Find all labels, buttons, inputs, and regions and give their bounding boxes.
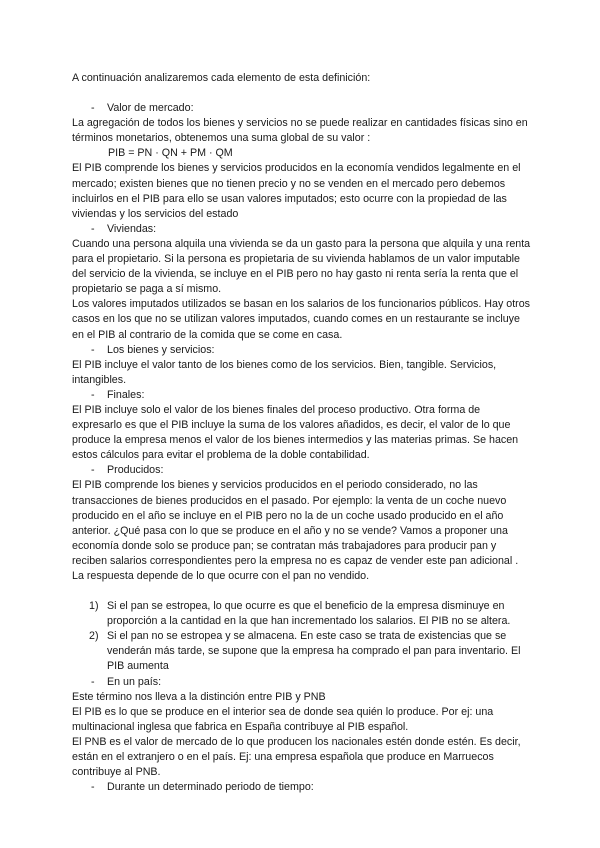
pib-formula: PIB = PN · QN + PM · QM — [108, 147, 233, 160]
paragraph: Cuando una persona alquila una vivienda se da un gasto para la persona que alquila y una renta para el propietario. Si la persona es propietaria de su vivienda hablamos de un valor imputable del servicio de la vivienda, se incluye en el PIB pero no hay gasto ni renta sería la renta que el propietario se paga a sí mismo. — [72, 237, 531, 296]
section-heading: Producidos: — [107, 464, 164, 477]
bullet-valor-de-mercado — [72, 101, 532, 116]
spacer — [72, 584, 532, 599]
paragraph: El PIB es lo que se produce en el interior sea de donde sea quién lo produce. Por ej: una multinacional inglesa que fabrica en España contribuye al PIB español. — [72, 705, 494, 733]
section-heading: Los bienes y servicios: — [107, 343, 215, 356]
section-heading: Durante un determinado periodo de tiempo: — [107, 781, 314, 794]
item-number: 1) — [89, 600, 99, 613]
paragraph: El PIB comprende los bienes y servicios producidos en la economía vendidos legalmente en el mercado; existen bienes que no tienen precio y no se venden en el mercado pero debemos incluirlos en el PIB para ello se usan valores imputados; esto ocurre con la propiedad de las viviendas y los servicios del estado — [72, 162, 521, 220]
bullet-dash: - — [91, 102, 95, 115]
section-heading: Valor de mercado: — [107, 102, 194, 115]
section-heading: Viviendas: — [107, 222, 157, 235]
numbered-item — [72, 599, 532, 629]
bullet-dash: - — [91, 343, 95, 356]
paragraph: El PIB comprende los bienes y servicios producidos en el periodo considerado, no las transacciones de bienes producidos en el pasado. Por ejemplo: la venta de un coche nuevo producido en el año se incluye en el PIB pero no la de un coche usado producido en el año anterior. ¿Qué pasa con lo que se produce en el año y no se vende? Vamos a proponer una economía donde solo se produce pan; se contratan más trabajadores para producir pan y reciben salarios correspondientes pero la empresa no es capaz de vender este pan adicional . La respuesta depende de lo que ocurre con el pan no vendido. — [72, 479, 519, 582]
paragraph: Este término nos lleva a la distinción entre PIB y PNB — [72, 690, 326, 703]
paragraph: La agregación de todos los bienes y servicios no se puede realizar en cantidades físicas sino en términos monetarios, obtenemos una suma global de su valor : — [72, 117, 528, 145]
bullet-bienes-y-servicios — [72, 343, 532, 358]
bullet-finales — [72, 388, 532, 403]
bullet-dash: - — [91, 675, 95, 688]
paragraph: El PIB incluye el valor tanto de los bienes como de los servicios. Bien, tangible. Servicios, intangibles. — [72, 358, 497, 386]
bullet-dash: - — [91, 464, 95, 477]
paragraph: Los valores imputados utilizados se basan en los salarios de los funcionarios públicos. Hay otros casos en los que no se utilizan valores imputados, cuando comes en un restaurante se incluye en el PIB al contrario de la comida que se come en casa. — [72, 298, 531, 341]
numbered-item — [72, 629, 532, 674]
item-number: 2) — [89, 630, 99, 643]
paragraph: El PNB es el valor de mercado de lo que producen los nacionales estén donde estén. Es decir, están en el extranjero o en el país. Ej: una empresa española que produce en Marruecos contribuye al PNB. — [72, 735, 521, 779]
bullet-dash: - — [91, 222, 95, 235]
bullet-producidos — [72, 463, 532, 478]
bullet-dash: - — [91, 781, 95, 794]
paragraph: El PIB incluye solo el valor de los bienes finales del proceso productivo. Otra forma de expresarlo es que el PIB incluye la suma de los valores añadidos, es decir, el valor de lo que produce la empresa menos el valor de los bienes intermedios y las materias primas. Se hacen estos cálculos para evitar el problema de la doble contabilidad. — [72, 403, 519, 462]
item-text: Si el pan no se estropea y se almacena. En este caso se trata de existencias que se venderán más tarde, se supone que la empresa ha comprado el pan para inventario. El PIB aumenta — [107, 630, 521, 673]
bullet-dash: - — [91, 388, 95, 401]
bullet-periodo-de-tiempo — [72, 780, 532, 795]
bullet-viviendas — [72, 222, 532, 237]
section-heading: Finales: — [107, 388, 145, 401]
bullet-en-un-pais — [72, 675, 532, 690]
intro-paragraph: A continuación analizaremos cada elemento de esta definición: — [72, 72, 371, 84]
section-heading: En un país: — [107, 675, 162, 688]
item-text: Si el pan se estropea, lo que ocurre es que el beneficio de la empresa disminuye en proporción a la cantidad en la que han incrementado los salarios. El PIB no se altera. — [107, 600, 511, 628]
document-body — [72, 71, 532, 795]
